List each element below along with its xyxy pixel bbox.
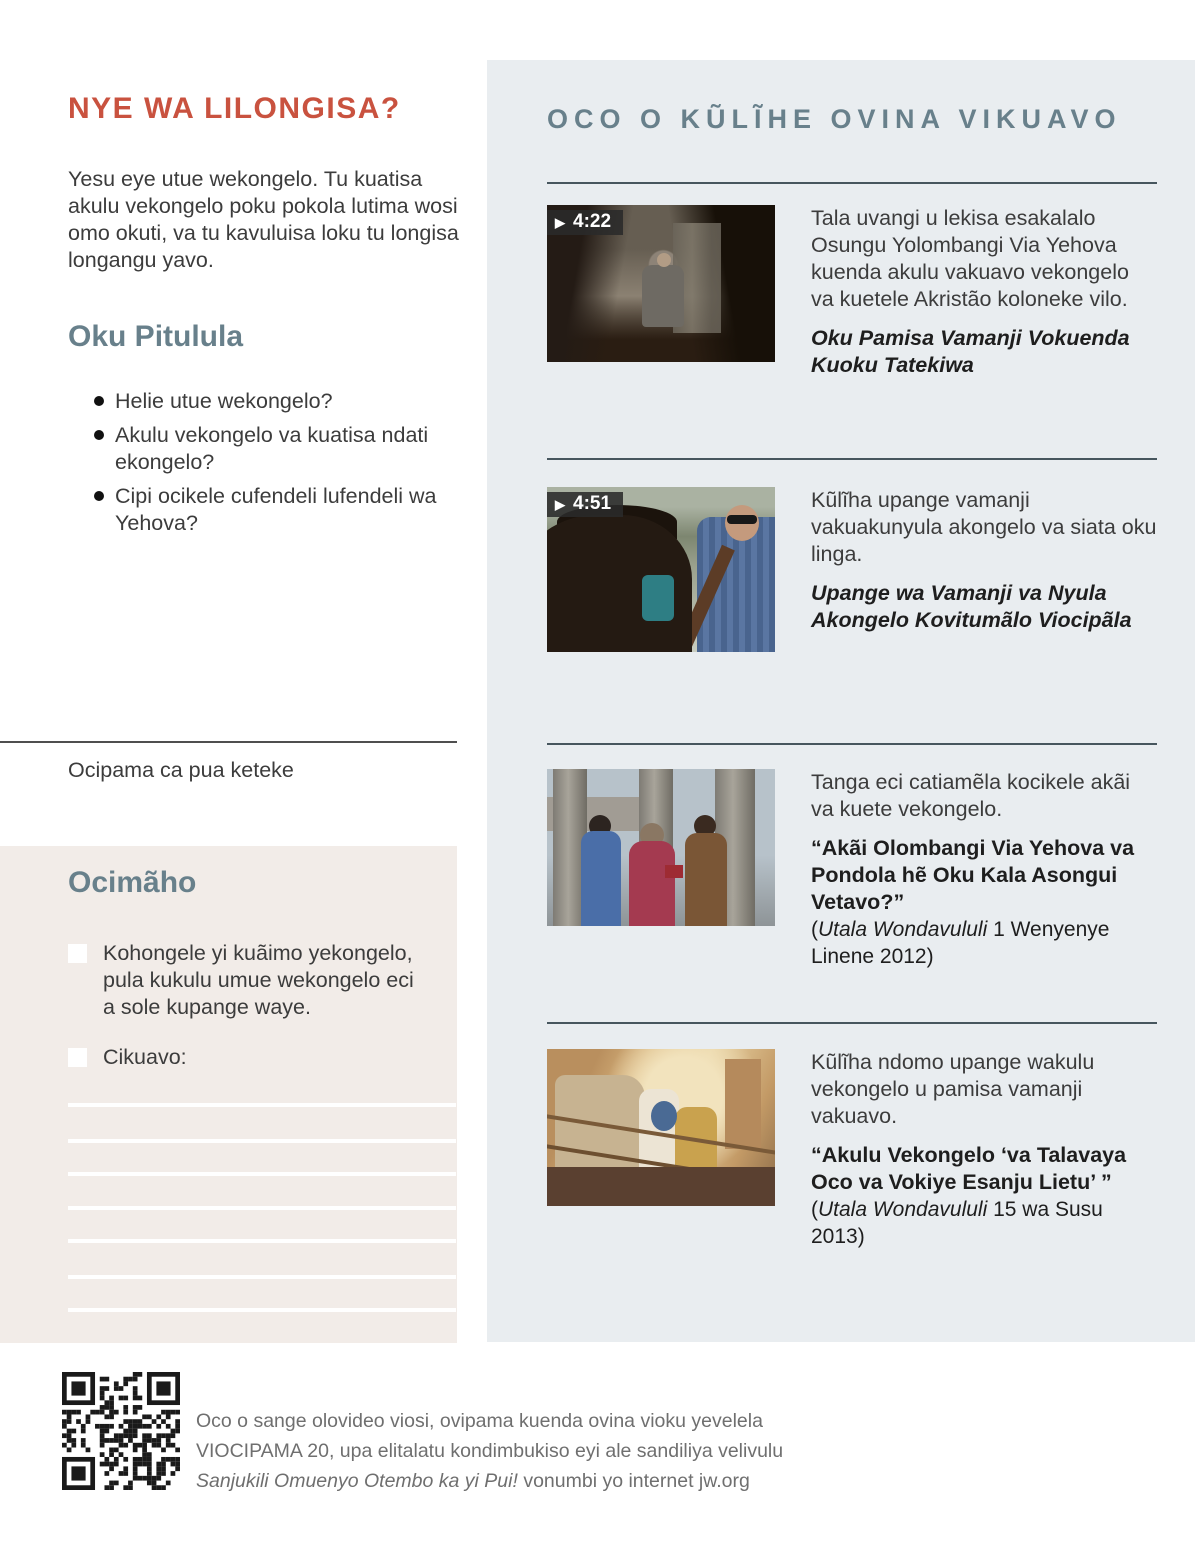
note-line[interactable] [68, 1275, 456, 1279]
lesson-review-title: NYE WA LILONGISA? [68, 92, 401, 125]
notes-box [0, 846, 457, 1343]
article2-source: (Utala Wondavululi 15 wa Susu 2013) [811, 1198, 1103, 1248]
red-book-shape [665, 865, 683, 878]
media-entry-video-2 [547, 487, 1157, 652]
entry-divider [547, 743, 1157, 745]
video1-description: Tala uvangi u lekisa esakalalo Osungu Yolombangi Via Yehova kuenda akulu vakuavo vekongelo va kuetele Akristão koloneke vilo. [811, 206, 1129, 311]
note-checkbox-item: Cikuavo: [68, 1044, 428, 1071]
sunglasses-shape [727, 515, 757, 524]
note-line[interactable] [68, 1172, 456, 1176]
figure-blue-cloak-shape [651, 1101, 677, 1131]
video2-duration-badge [547, 492, 623, 517]
article2-title[interactable]: “Akulu Vekongelo ‘va Talavaya Oco va Vokiye Esanju Lietu’ ” [811, 1143, 1127, 1194]
review-question-list [68, 388, 478, 544]
review-question: Cipi ocikele cufendeli lufendeli wa Yehova? [68, 483, 478, 537]
next-study-label: Ocipama ca pua keteke [68, 758, 294, 782]
play-icon: ▶ [555, 214, 565, 230]
article1-thumbnail[interactable] [547, 769, 775, 926]
footer-line2: VIOCIPAMA 20, upa elitalatu kondimbukiso eyi ale sandiliya velivulu [196, 1440, 784, 1462]
note-line[interactable] [68, 1308, 456, 1312]
review-question: Helie utue wekongelo? [68, 388, 478, 415]
video1-thumbnail[interactable] [547, 205, 775, 362]
woman-brown-shape [685, 833, 727, 926]
footer-note [196, 1406, 796, 1496]
video2-description: Kũlĩha upange vamanji vakuakunyula akongelo va siata oku linga. [811, 488, 1157, 566]
seated-man-head-shape [657, 253, 671, 267]
seated-man-shape [642, 265, 684, 327]
article1-description: Tanga eci catiamẽla kocikele akãi va kuete vekongelo. [811, 770, 1131, 821]
article2-thumbnail[interactable] [547, 1049, 775, 1206]
note-checkbox-item: Kohongele yi kuãimo yekongelo, pula kukulu umue wekongelo eci a sole kupange waye. [68, 940, 428, 1021]
article2-description: Kũlĩha ndomo upange wakulu vekongelo u pamisa vamanji vakuavo. [811, 1050, 1095, 1128]
footer-line1: Oco o sange olovideo viosi, ovipama kuenda ovina vioku yevelela [196, 1410, 763, 1432]
note-line[interactable] [68, 1206, 456, 1210]
notes-heading: Ocimãho [68, 866, 197, 899]
entry-divider [547, 1022, 1157, 1024]
media-entry-article-1 [547, 769, 1157, 970]
play-icon: ▶ [555, 496, 565, 512]
footer-line3-rest: vonumbi yo internet jw.org [517, 1470, 750, 1492]
tower-shape [725, 1059, 761, 1149]
media-panel [487, 60, 1195, 1342]
publication-name: Utala Wondavululi [818, 1198, 988, 1221]
woman-floral-shape [629, 841, 675, 926]
lesson-intro-paragraph: Yesu eye utue wekongelo. Tu kuatisa akulu vekongelo poku pokola lutima wosi omo okuti, va tu kavuluisa loku tu longisa longangu yavo. [68, 167, 459, 272]
woman-blue-shape [581, 831, 621, 926]
section-divider [0, 741, 457, 743]
review-heading: Oku Pitulula [68, 320, 244, 353]
bullet-icon [94, 491, 104, 501]
video1-duration: 4:22 [573, 211, 612, 232]
video2-title[interactable]: Upange wa Vamanji va Nyula Akongelo Kovitumãlo Viocipãla [811, 581, 1132, 632]
footer-publication-title: Sanjukili Omuenyo Otembo ka yi Pui! [196, 1470, 518, 1492]
ship-deck-shape [547, 1167, 775, 1206]
donkey-blinder-shape [642, 575, 674, 621]
media-panel-heading: OCO O KŨLĨHE OVINA VIKUAVO [547, 104, 1122, 134]
note-line[interactable] [68, 1103, 456, 1107]
checkbox-icon[interactable] [68, 1048, 87, 1067]
article1-title[interactable]: “Akãi Olombangi Via Yehova va Pondola hẽ Oku Kala Asongui Vetavo?” [811, 836, 1135, 914]
publication-name: Utala Wondavululi [818, 918, 988, 941]
video1-duration-badge [547, 210, 623, 235]
review-question: Akulu vekongelo va kuatisa ndati ekongelo? [68, 422, 478, 476]
entry-divider [547, 458, 1157, 460]
qr-code [62, 1372, 180, 1490]
media-entry-video-1 [547, 205, 1157, 379]
article1-source: (Utala Wondavululi 1 Wenyenye Linene 2012) [811, 918, 1110, 968]
entry-divider [547, 182, 1157, 184]
video2-duration: 4:51 [573, 493, 612, 514]
video2-thumbnail[interactable] [547, 487, 775, 652]
note-line[interactable] [68, 1139, 456, 1143]
bullet-icon [94, 430, 104, 440]
media-entry-article-2 [547, 1049, 1157, 1250]
note-line[interactable] [68, 1239, 456, 1243]
bullet-icon [94, 396, 104, 406]
checkbox-icon[interactable] [68, 944, 87, 963]
video1-title[interactable]: Oku Pamisa Vamanji Vokuenda Kuoku Tatekiwa [811, 326, 1130, 377]
